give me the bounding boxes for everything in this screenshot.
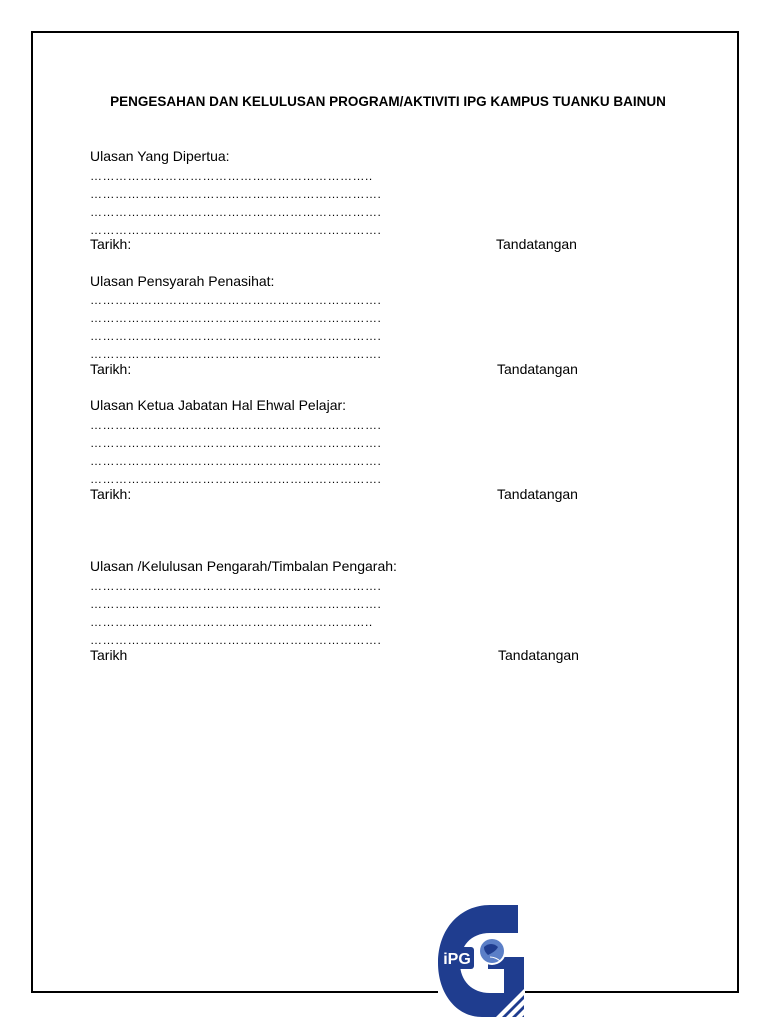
- comment-line: …………………………………………………………….: [90, 329, 382, 343]
- section-heading-dipertua: Ulasan Yang Dipertua:: [90, 148, 230, 164]
- comment-line: …………………………………………………………….: [90, 223, 382, 237]
- logo-text: iPG: [443, 951, 471, 968]
- comment-line: …………………………………………………………….: [90, 418, 382, 432]
- comment-line: …………………………………………………………..: [90, 615, 373, 629]
- comment-line: …………………………………………………………..: [90, 169, 373, 183]
- comment-line: …………………………………………………………….: [90, 579, 382, 593]
- comment-line: …………………………………………………………….: [90, 472, 382, 486]
- comment-line: …………………………………………………………….: [90, 347, 382, 361]
- document-title: PENGESAHAN DAN KELULUSAN PROGRAM/AKTIVITI IPG KAMPUS TUANKU BAINUN: [110, 94, 666, 109]
- ipg-logo-icon: [438, 905, 526, 1017]
- date-label: Tarikh:: [90, 486, 132, 502]
- comment-line: …………………………………………………………….: [90, 633, 382, 647]
- date-label: Tarikh: [90, 647, 128, 663]
- comment-line: …………………………………………………………….: [90, 597, 382, 611]
- date-label: Tarikh:: [90, 236, 132, 252]
- signature-label: Tandatangan: [498, 647, 579, 663]
- signature-label: Tandatangan: [496, 236, 577, 252]
- comment-line: …………………………………………………………….: [90, 205, 382, 219]
- comment-line: …………………………………………………………….: [90, 454, 382, 468]
- comment-line: …………………………………………………………….: [90, 311, 382, 325]
- comment-line: …………………………………………………………….: [90, 436, 382, 450]
- section-heading-pengarah: Ulasan /Kelulusan Pengarah/Timbalan Pengarah:: [90, 558, 397, 574]
- section-heading-penasihat: Ulasan Pensyarah Penasihat:: [90, 273, 275, 289]
- signature-label: Tandatangan: [497, 361, 578, 377]
- comment-line: …………………………………………………………….: [90, 187, 382, 201]
- section-heading-hep: Ulasan Ketua Jabatan Hal Ehwal Pelajar:: [90, 397, 347, 413]
- comment-line: …………………………………………………………….: [90, 293, 382, 307]
- signature-label: Tandatangan: [497, 486, 578, 502]
- page-border-bottom-right: [525, 991, 737, 993]
- date-label: Tarikh:: [90, 361, 132, 377]
- page-border-bottom-left: [31, 991, 438, 993]
